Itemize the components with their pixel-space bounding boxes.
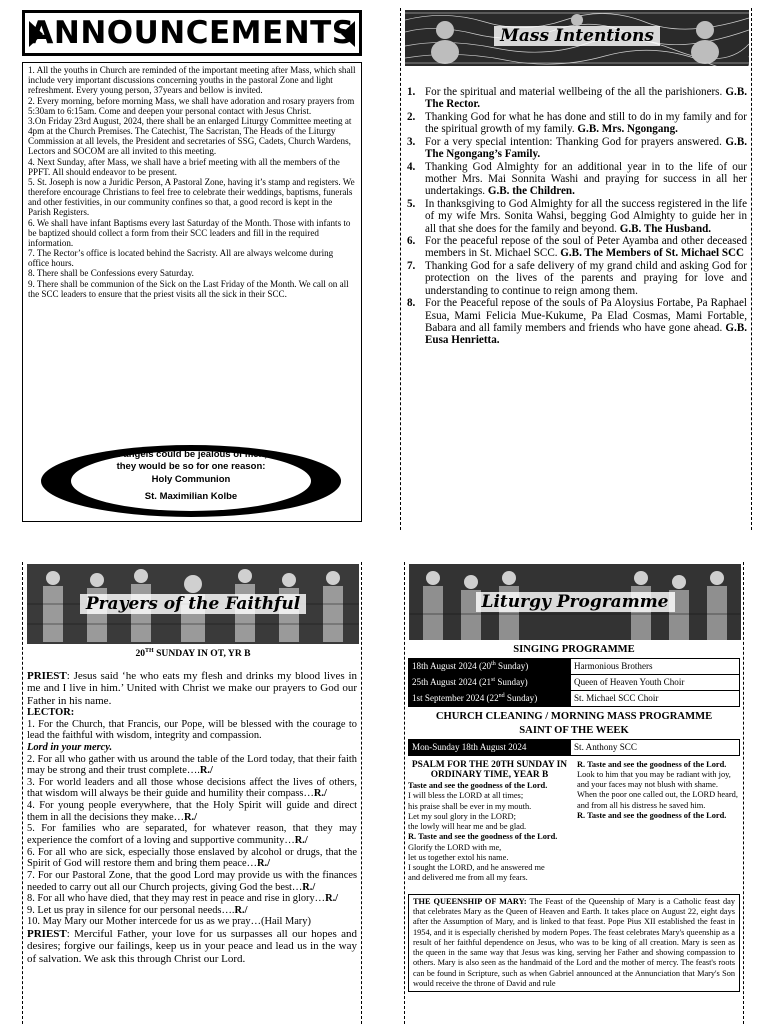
date-suffix: st: [491, 677, 496, 684]
psalm-line: Let my soul glory in the LORD;: [408, 811, 516, 821]
prayers-panel: [22, 562, 362, 1024]
quote-author: St. Maximilian Kolbe: [144, 491, 238, 503]
liturgy-title: Liturgy Programme: [476, 592, 675, 612]
intention-giver: G.B. Mrs. Ngongang.: [577, 123, 678, 136]
psalm-line: I will bless the LORD at all times;: [408, 791, 524, 801]
intention-number: 8.: [407, 297, 416, 310]
psalm-line: and delivered me from all my fears.: [408, 873, 528, 883]
intention-text: For the peaceful repose of the soul of Peter Ayamba and other deceased members in St. Michael SCC.: [425, 235, 747, 260]
intention-number: 1.: [407, 86, 416, 98]
psalm-response: R. Taste and see the goodness of the Lord.: [577, 759, 727, 769]
intention-item: [405, 297, 747, 347]
psalm-line: the lowly will hear me and be glad.: [408, 822, 527, 832]
intention-number: 6.: [407, 235, 416, 248]
saint-title: SAINT OF THE WEEK: [519, 724, 629, 736]
announcement-item: 3.On Friday 23rd August, 2024, there shall be an enlarged Liturgy Committee meeting at 4pm at the Church Premises. The Catechist, The Sacristan, The Heads of the Liturgy Commission at all levels, the President and secretaries of SSG, Cadets, Church Wardens, Lectors and SOCOM are all invited to this meeting.: [28, 115, 352, 157]
psalm-line: and from all his distress he saved him.: [577, 800, 706, 810]
response-mark: R./: [199, 765, 213, 777]
liturgy-panel: [404, 562, 744, 1024]
intention-text: In thanksgiving to God Almighty for all the success registered in the life of my wife Mrs. Sonita Wahsi, begging God Almighty to guide her in all that she does for the family and beyond.: [425, 197, 747, 235]
intention-number: 4.: [407, 160, 416, 173]
lector-label: LECTOR: [27, 706, 71, 718]
psalm-right-column: [577, 760, 740, 884]
quote-box: [41, 445, 341, 517]
queenship-text: The Feast of the Queenship of Mary is a Catholic feast day that celebrates Mary as the Queen of Heaven and Earth. It takes place on August 22, eight days after the Assumption of Mary, and is linked to that feast. Pope Pius XII established the feast in 1954, and it is especially cherished by modern Popes. The feast celebrates Mary's queenship as a result of her faithful dependence on Jesus, who was to be king of all creation. Mary is seen as the queen in the same way that Jesus was king, serving her Father and showing compassion to others. Mary is also seen as the handmaid of the Lord and the mother of mercy. The feast's roots can be found in Scripture, such as when Gabriel announced at the Annunciation that Mary's Son would receive the throne of David and rule: [413, 896, 735, 988]
announcements-banner: [22, 10, 362, 56]
priest-label: PRIEST: [27, 670, 67, 682]
priest-label: PRIEST: [27, 928, 67, 941]
date-tail: Sunday): [495, 661, 529, 672]
table-row: [409, 690, 740, 706]
prayers-title: Prayers of the Faithful: [80, 594, 306, 614]
engraving-image: [405, 10, 749, 66]
date-suffix: th: [491, 661, 496, 668]
response-mark: R./: [294, 834, 308, 846]
response-mark: R./: [183, 811, 197, 823]
announcement-item: 1. All the youths in Church are reminded of the important meeting after Mass, which shall include very important discussions concerning youths in the pastoral Zone and light refreshment. Every young person, 37years and bellow is invited.: [28, 65, 356, 96]
intention-giver: G.B. The Members of St. Michael SCC: [560, 247, 745, 260]
prayer-text: 3. For world leaders and all those whose decisions affect the lives of others, that wisdom will always be their guide and humility their compass…: [27, 776, 357, 800]
intention-item: [405, 86, 747, 111]
engraving-image: [409, 564, 741, 640]
psalm-line: Look to him that you may be radiant with joy,: [577, 769, 731, 779]
psalm-left-column: [408, 760, 577, 884]
sunday-heading: [23, 648, 363, 659]
psalm-section: [408, 760, 740, 884]
table-cell-date: [409, 658, 571, 674]
lector-colon: :: [70, 706, 75, 718]
intention-item: [405, 136, 747, 161]
date-text: 25th August 2024 (21: [412, 677, 492, 688]
table-cell-choir: Queen of Heaven Youth Choir: [571, 674, 740, 690]
mass-intentions-list: [405, 86, 747, 347]
quote-line: If angels could be jealous of men,: [114, 449, 268, 460]
prayer-item: [27, 800, 357, 823]
response-mark: R./: [313, 788, 327, 800]
quote-line: Holy Communion: [151, 473, 231, 485]
priest-intro: : Jesus said ‘he who eats my flesh and drinks my blood lives in me and I live in him.’ United with Christ we make our prayers to God our Father in his name.: [27, 670, 357, 707]
intention-item: [405, 161, 747, 198]
psalm-title: PSALM FOR THE 20TH SUNDAY IN ORDINARY TIME, YEAR B: [411, 759, 568, 781]
response-line: Lord in your mercy.: [27, 741, 113, 753]
prayer-item: [27, 905, 357, 917]
intention-text: For the Peaceful repose of the souls of Pa Aloysius Fortabe, Pa Raphael Esua, Mami Felicia Mue-Kukume, Pa Elad Cosmas, Mami Fortable, Babara and all family members and friends who have gone ahead.: [425, 297, 747, 335]
table-row: [409, 674, 740, 690]
intention-item: [405, 260, 747, 297]
prayer-item: [27, 893, 357, 905]
table-cell-scc: St. Anthony SCC: [571, 739, 740, 755]
intention-item: [405, 235, 747, 260]
date-tail: Sunday): [495, 677, 528, 688]
intention-item: [405, 198, 747, 235]
psalm-line: Glorify the LORD with me,: [408, 842, 502, 852]
intention-text: Thanking God Almighty for an additional year in to the life of our mother Mrs. Mai Sonnita Washi and praying for success in all her undertakings.: [425, 160, 747, 198]
liturgy-body: [408, 642, 740, 992]
sunday-label: SUNDAY IN OT, YR B: [153, 648, 251, 660]
table-cell-date: [409, 690, 571, 706]
date-text: 1st September 2024 (22: [412, 693, 499, 704]
prayer-item: 1. For the Church, that Francis, our Pope, will be blessed with the courage to lead the faithful with wisdom, integrity and compassion.: [27, 718, 357, 742]
response-mark: R./: [234, 904, 248, 916]
intention-number: 2.: [407, 110, 416, 123]
queenship-label: THE QUEENSHIP OF MARY:: [413, 896, 527, 906]
prayer-item: 10. May Mary our Mother intercede for us as we pray…(Hail Mary): [27, 916, 311, 928]
intention-item: [405, 111, 747, 136]
queenship-box: [408, 894, 740, 993]
sunday-number: 20: [135, 648, 146, 660]
engraving-image: [27, 564, 359, 644]
prayer-text: 4. For young people everywhere, that the Holy Spirit will guide and direct them in all the decisions they make…: [27, 800, 357, 823]
prayer-item: [27, 847, 357, 870]
prayer-item: [27, 823, 357, 846]
prayer-text: 8. For all who have died, that they may rest in peace and rise in glory…: [27, 893, 326, 905]
announcement-item: 6. We shall have infant Baptisms every last Saturday of the Month. Those with infants to be baptized should collect a form from their SCC leaders and fill in the required information.: [28, 217, 351, 248]
psalm-response: R. Taste and see the goodness of the Lord.: [577, 810, 727, 820]
intention-giver: G.B. The Ngongang’s Family.: [425, 135, 747, 161]
mass-intentions-title: Mass Intentions: [494, 26, 660, 46]
cleaning-title: CHURCH CLEANING / MORNING MASS PROGRAMME: [435, 710, 713, 722]
response-mark: R./: [302, 881, 316, 893]
psalm-line: and your faces may not blush with shame.: [577, 780, 718, 790]
table-cell-date: [409, 674, 571, 690]
psalm-response: R. Taste and see the goodness of the Lord.: [408, 832, 558, 842]
response-mark: R./: [325, 893, 339, 905]
intention-text: For a very special intention: Thanking God for prayers answered.: [425, 135, 726, 148]
psalm-line: let us together extol his name.: [408, 852, 509, 862]
announcement-item: 4. Next Sunday, after Mass, we shall have a brief meeting with all the members of the PPFT. All should endeavor to be present.: [28, 156, 340, 177]
intention-number: 7.: [407, 259, 416, 272]
prayers-body: [27, 670, 357, 965]
sunday-suffix: TH: [145, 648, 154, 654]
announcement-item: 8. There shall be Confessions every Saturday.: [28, 268, 194, 279]
psalm-response: Taste and see the goodness of the Lord.: [408, 781, 548, 791]
prayer-text: 2. For all who gather with us around the table of the Lord today, that their faith may be strong and their trust complete….: [27, 753, 357, 777]
prayer-text: 9. Let us pray in silence for our personal needs….: [27, 904, 235, 916]
table-row: [409, 658, 740, 674]
announcement-item: 2. Every morning, before morning Mass, we shall have adoration and rosary prayers from 5:30am to 6:15am. Come and deepen your personal contact with Jesus Christ.: [28, 95, 355, 116]
quote-text: [41, 449, 341, 503]
intention-giver: G.B. The Rector.: [425, 86, 747, 111]
announcement-item: 9. There shall be communion of the Sick on the Last Friday of the Month. We call on all the SCC leaders to ensure that the priest visits all the sick in their SCC.: [28, 278, 349, 299]
intention-giver: G.B. the Children.: [487, 185, 575, 198]
announcement-item: 5. St. Joseph is now a Juridic Person, A Pastoral Zone, having it’s stamp and registers. We therefore encourage Christians to feel free to celebrate their weddings, baptisms, funerals and other festivities, in our community confines so that, a good record is kept in the Parish Registers.: [28, 176, 355, 218]
prayer-item: [27, 870, 357, 893]
table-cell-choir: Harmonious Brothers: [571, 658, 740, 674]
psalm-line: When the poor one called out, the LORD heard,: [577, 790, 738, 800]
intention-number: 5.: [407, 197, 416, 210]
table-cell-choir: St. Michael SCC Choir: [571, 690, 740, 706]
announcement-item: 7. The Rector’s office is located behind the Sacristy. All are always welcome during office hours.: [28, 248, 334, 269]
intention-giver: G.B. The Husband.: [619, 222, 712, 235]
prayer-item: [27, 754, 357, 777]
date-text: 18th August 2024 (20: [412, 661, 492, 672]
response-mark: R./: [256, 858, 270, 870]
singing-table: [408, 658, 740, 707]
prayer-item: [27, 777, 357, 800]
announcements-panel: [22, 10, 362, 522]
table-cell-date: Mon-Sunday 18th August 2024: [409, 739, 571, 755]
intention-text: For the spiritual and material wellbeing of the all the parishioners.: [425, 86, 726, 98]
psalm-line: I sought the LORD, and he answered me: [408, 863, 545, 873]
psalm-line: his praise shall be ever in my mouth.: [408, 801, 532, 811]
intention-giver: G.B. Eusa Henrietta.: [425, 322, 747, 347]
cleaning-table: [408, 739, 740, 756]
announcements-body: [22, 62, 362, 522]
date-tail: Sunday): [504, 693, 538, 704]
announcements-title: ANNOUNCEMENTS: [29, 15, 355, 51]
priest-close: : Merciful Father, your love for us surpasses all our hopes and desires; forgive our failings, keep us in your peace and lead us in the way of salvation. We ask this through Christ our Lord.: [27, 928, 357, 965]
prayer-text: 7. For our Pastoral Zone, that the good Lord may provide us with the finances needed to carry out all our Church projects, giving God the best…: [27, 869, 357, 893]
mass-intentions-panel: [400, 8, 752, 530]
intention-text: Thanking God for what he has done and still to do in my family and for the spiritual growth of my family.: [425, 110, 747, 136]
intention-number: 3.: [407, 135, 416, 148]
quote-line: they would be so for one reason:: [116, 461, 266, 473]
intention-text: Thanking God for a safe delivery of my grand child and asking God for protection on the lives of the parents and praying for love and understanding to continue to reign among them.: [425, 259, 747, 297]
date-suffix: nd: [498, 693, 505, 700]
prayer-text: 5. For families who are separated, for whatever reason, that they may experience the comfort of a loving and supportive community…: [27, 823, 357, 846]
prayer-text: 6. For all who are sick, especially those enslaved by alcohol or drugs, that the Spirit of God will restore them and bring them peace…: [27, 846, 357, 870]
table-row: [409, 739, 740, 755]
singing-title: SINGING PROGRAMME: [513, 644, 635, 655]
